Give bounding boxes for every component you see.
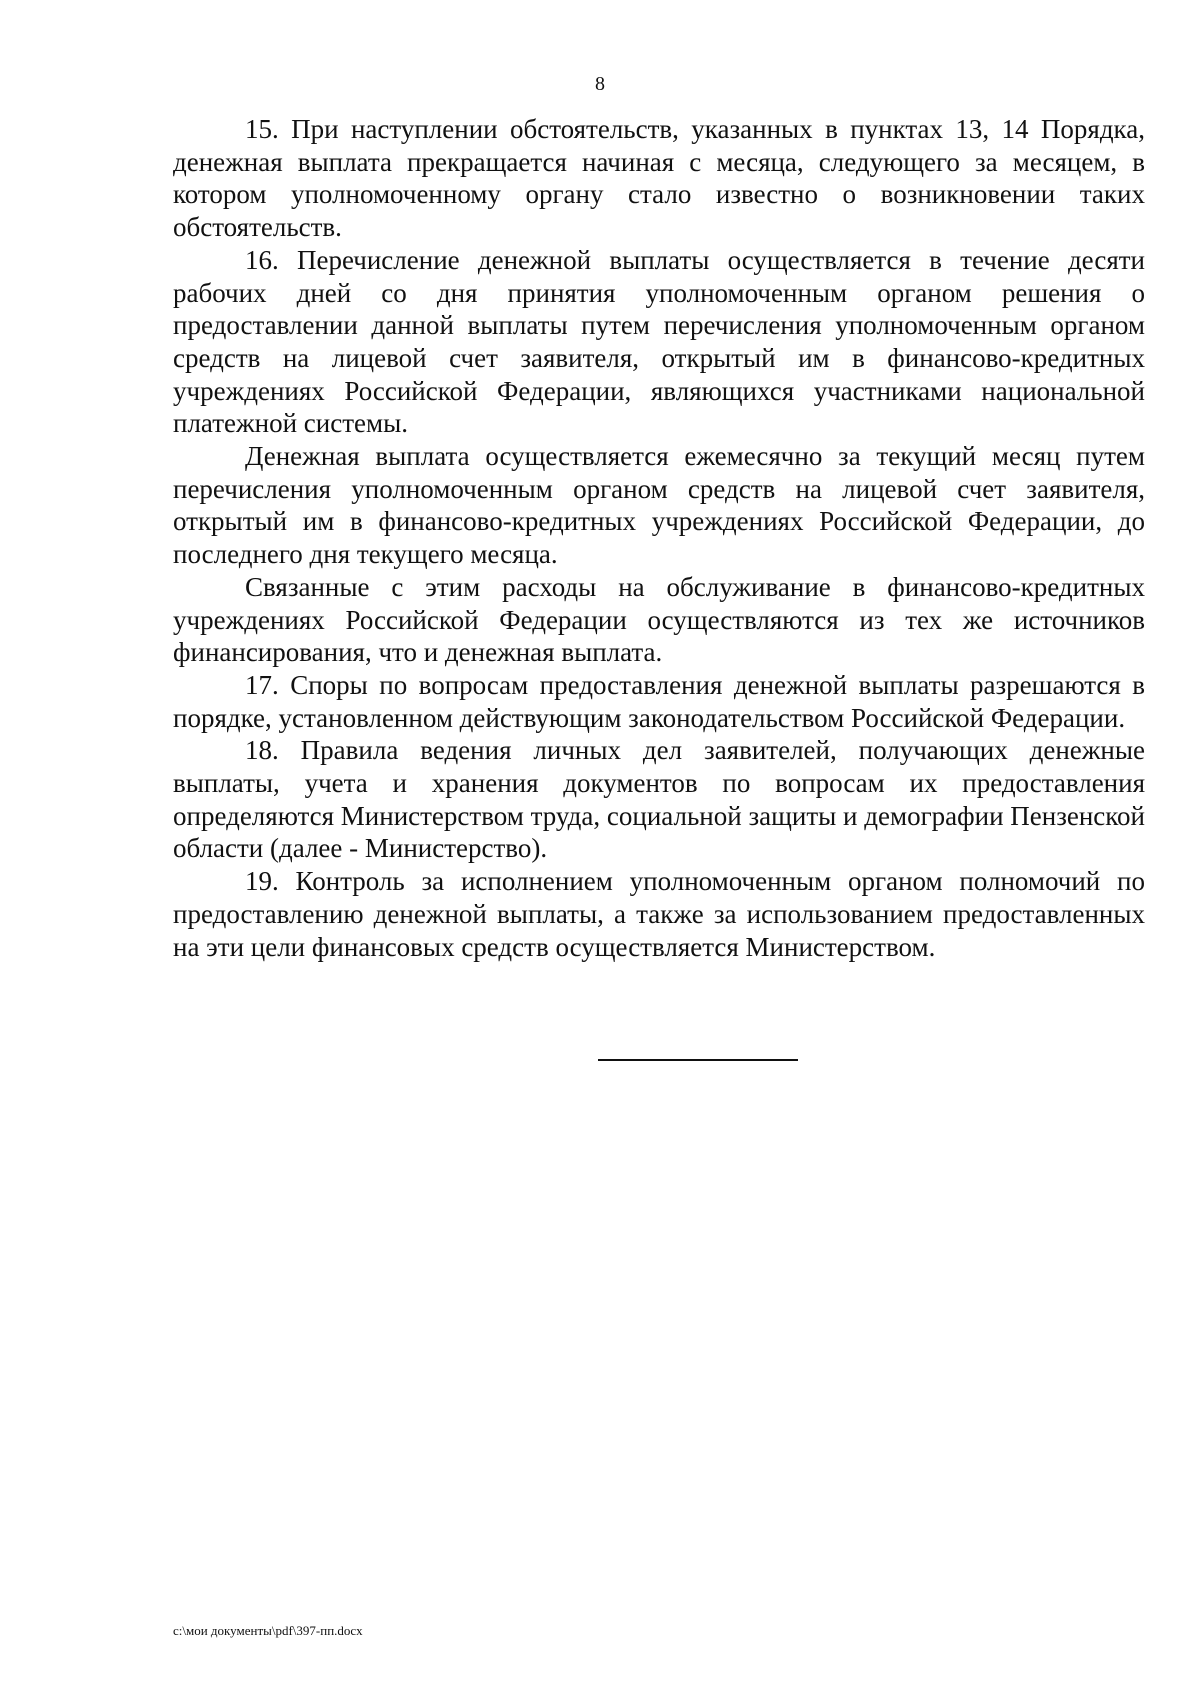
paragraph-17: 17. Споры по вопросам предоставления денежной выплаты разрешаются в порядке, установленном действующим законодательством Российской Федерации. — [173, 669, 1145, 733]
paragraph-18: 18. Правила ведения личных дел заявителей, получающих денежные выплаты, учета и хранения документов по вопросам их предоставления определяются Министерством труда, социальной защиты и демографии Пензенской области (далее - Министерство). — [173, 735, 1145, 864]
paragraph-19: 19. Контроль за исполнением уполномоченным органом полномочий по предоставлению денежной выплаты, а также за использованием предоставленных на эти цели финансовых средств осуществляется Министерством. — [173, 866, 1145, 962]
footer-file-path: c:\мои документы\pdf\397-пп.docx — [173, 1623, 363, 1638]
paragraph-16-related-expenses: Связанные с этим расходы на обслуживание в финансово-кредитных учреждениях Российской Федерации осуществляются из тех же источников финансирования, что и денежная выплата. — [173, 571, 1145, 668]
document-body — [173, 113, 1145, 963]
paragraph-16: 16. Перечисление денежной выплаты осуществляется в течение десяти рабочих дней со дня принятия уполномоченным органом решения о предоставлении данной выплаты путем перечисления уполномоченным органом средств на лицевой счет заявителя, открытый им в финансово-кредитных учреждениях Российской Федерации, являющихся участниками национальной платежной системы. — [173, 244, 1145, 439]
paragraph-15: 15. При наступлении обстоятельств, указанных в пунктах 13, 14 Порядка, денежная выплата прекращается начиная с месяца, следующего за месяцем, в котором уполномоченному органу стало известно о возникновении таких обстоятельств. — [173, 114, 1145, 243]
end-of-document-separator — [598, 1059, 798, 1061]
paragraph-16-monthly-payment: Денежная выплата осуществляется ежемесячно за текущий месяц путем перечисления уполномоченным органом средств на лицевой счет заявителя, открытый им в финансово-кредитных учреждениях Российской Федерации, до последнего дня текущего месяца. — [173, 441, 1145, 570]
page-number: 8 — [595, 73, 605, 95]
